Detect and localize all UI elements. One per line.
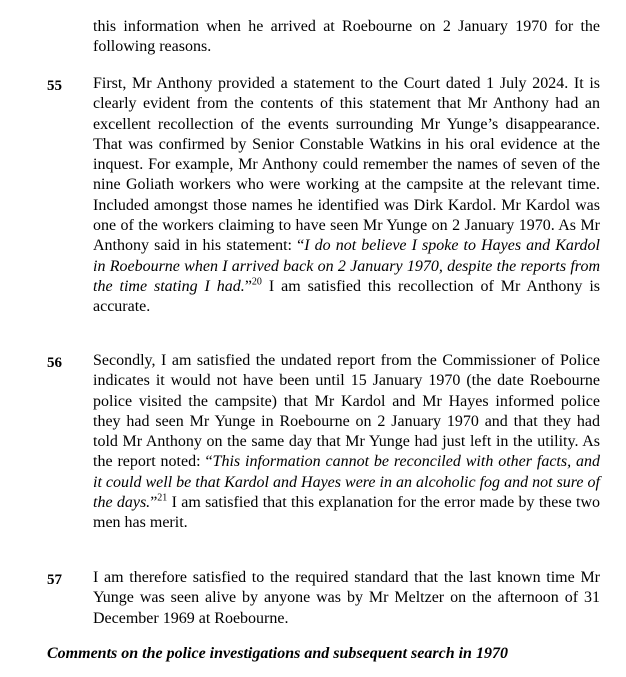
paragraph-56-quote: This information cannot be reconciled with other facts, and it could well be that Kardol and Hayes were in an alcoholic fog and not sure of the days.: [93, 453, 601, 512]
paragraph-55-text: First, Mr Anthony provided a statement to the Court dated 1 July 2024. It is clearly evident from the contents of this statement that Mr Anthony had an excellent recollection of the events surrounding Mr Yunge’s disappearance. That was confirmed by Senior Constable Watkins in his oral evidence at the inquest. For example, Mr Anthony could remember the names of seven of the nine Goliath workers who were working at the campsite at the relevant time. Included amongst those names he identified was Dirk Kardol. Mr Kardol was one of the workers claiming to have seen Mr Yunge on 2 January 1970. As Mr Anthony said in his statement: “: [93, 75, 600, 255]
paragraph-56: [93, 351, 600, 534]
footnote-ref-20[interactable]: 20: [251, 276, 262, 288]
paragraph-55-quote: I do not believe I spoke to Hayes and Kardol in Roebourne when I arrived back on 2 January 1970, despite the reports from the time stating I had.: [93, 237, 601, 295]
paragraph-56-text: Secondly, I am satisfied the undated report from the Commissioner of Police indicates it would not have been until 15 January 1970 (the date Roebourne police visited the campsite) that Mr Kardol and Mr Hayes informed police they had seen Mr Yunge in Roebourne on 2 January 1970 and that they had told Mr Anthony on the same day that Mr Yunge had just left in the utility. As the report noted: “: [93, 352, 600, 471]
paragraph-57: I am therefore satisfied to the required standard that the last known time Mr Yunge was seen alive by anyone was by Mr Meltzer on the afternoon of 31 December 1969 at Roebourne.: [93, 569, 600, 627]
paragraph-55-quote-close: ”: [244, 277, 252, 295]
paragraph-number-56: 56: [47, 355, 62, 371]
section-heading: Comments on the police investigations and subsequent search in 1970: [47, 645, 508, 662]
footnote-ref-21[interactable]: 21: [157, 492, 168, 504]
paragraph-number-55: 55: [47, 78, 62, 94]
paragraph-55-text-end: I am satisfied this recollection of Mr Anthony is accurate.: [93, 277, 601, 316]
paragraph-number-57: 57: [47, 572, 62, 588]
paragraph-56-quote-close: ”: [150, 494, 158, 512]
continuation-paragraph: this information when he arrived at Roebourne on 2 January 1970 for the following reasons.: [93, 18, 600, 56]
paragraph-56-text-end: I am satisfied that this explanation for the error made by these two men has merit.: [93, 494, 601, 532]
paragraph-55: [93, 74, 600, 318]
